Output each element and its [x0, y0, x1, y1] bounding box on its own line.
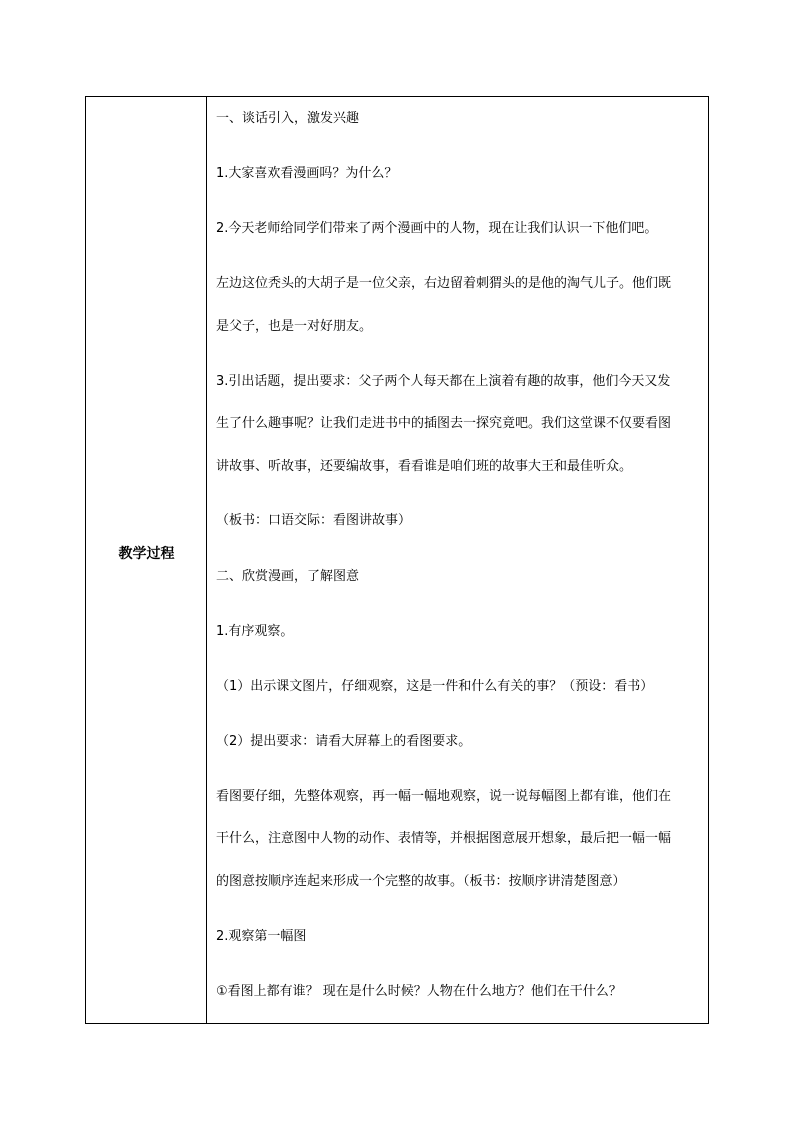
text-line: 是父子，也是一对好朋友。: [216, 319, 373, 334]
label-cell: [86, 97, 207, 1023]
text-line: 的图意按顺序连起来形成一个完整的故事。（板书：按顺序讲清楚图意）: [216, 874, 626, 889]
heading-intro: 一、谈话引入，激发兴趣: [216, 111, 360, 126]
section-label: 教学过程: [118, 546, 175, 562]
text-line: 2.观察第一幅图: [216, 929, 307, 944]
text-line: 1.大家喜欢看漫画吗？为什么？: [216, 166, 398, 181]
heading-appreciate: 二、欣赏漫画，了解图意: [216, 569, 360, 584]
text-line: ①看图上都有谁？ 现在是什么时候？人物在什么地方？他们在干什么？: [216, 984, 622, 999]
text-line: 看图要仔细，先整体观察，再一幅一幅地观察，说一说每幅图上都有谁，他们在: [216, 789, 672, 804]
text-line: 1.有序观察。: [216, 624, 294, 639]
blackboard-note: （板书：口语交际：看图讲故事）: [216, 513, 412, 528]
text-line: 讲故事、听故事，还要编故事，看看谁是咱们班的故事大王和最佳听众。: [216, 459, 633, 474]
text-line: 生了什么趣事呢？让我们走进书中的插图去一探究竟吧。我们这堂课不仅要看图: [216, 416, 672, 431]
lesson-table: [85, 96, 709, 1024]
text-line: 左边这位秃头的大胡子是一位父亲，右边留着刺猬头的是他的淘气儿子。他们既: [216, 276, 672, 291]
text-line: （1）出示课文图片，仔细观察，这是一件和什么有关的事？（预设：看书）: [216, 679, 654, 694]
text-line: 2.今天老师给同学们带来了两个漫画中的人物，现在让我们认识一下他们吧。: [216, 221, 658, 236]
text-line: 3.引出话题，提出要求：父子两个人每天都在上演着有趣的故事，他们今天又发: [216, 374, 671, 389]
text-line: （2）提出要求：请看大屏幕上的看图要求。: [216, 734, 472, 749]
content-cell: [208, 97, 708, 1023]
text-line: 干什么，注意图中人物的动作、表情等，并根据图意展开想象，最后把一幅一幅: [216, 831, 672, 846]
